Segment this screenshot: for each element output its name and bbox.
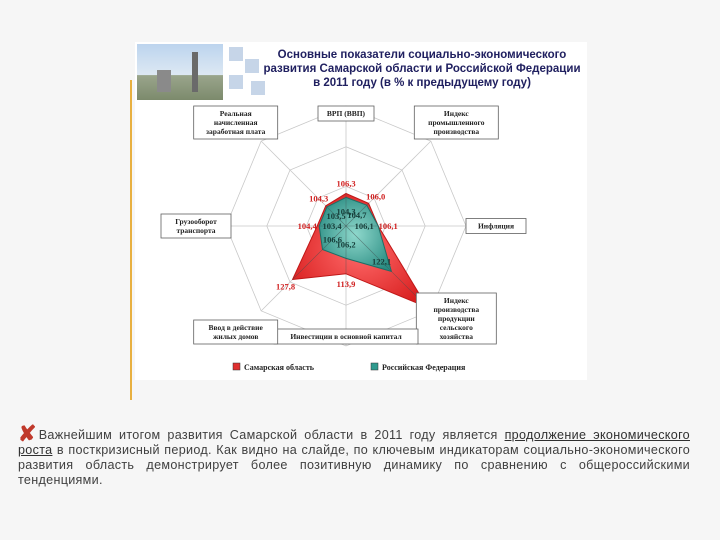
tower-shape [192,52,198,92]
value-label: 104,7 [347,210,367,221]
caption-text-start: Важнейшим итогом развития Самарской области в 2011 году является [38,428,505,442]
value-label: 106,0 [366,191,386,202]
samara-city-photo [137,44,223,100]
value-label: 104,4 [297,221,317,231]
value-label: 104,3 [336,206,356,217]
caption-text-end: в посткризисный период. Как видно на слайде, по ключевым индикаторам социально-экономического развития область демонстрирует более позитивную динамику по сравнению с общероссийскими тенденциями. [18,443,690,487]
value-label: 113,9 [336,278,356,289]
legend-swatch [371,363,378,370]
value-label: 106,1 [378,221,398,231]
deco-square [228,74,244,90]
category-label: Инфляция [477,221,515,231]
legend-label: Самарская область [244,363,314,372]
deco-square [228,46,244,62]
value-label: 104,3 [309,193,329,204]
category-label: сельского [439,323,473,332]
value-label: 103,4 [322,221,342,231]
slide-caption [18,421,690,488]
category-label: Грузооборот [175,217,217,226]
category-label: производства [433,305,480,314]
value-label: 106,3 [336,178,356,189]
category-label: Ввод в действие [208,323,263,332]
chart-title: Основные показатели социально-экономического развития Самарской области и Российской Федерации в 2011 году (в % к предыдущему году) [263,49,581,89]
category-label: Инвестиции в основной капитал [290,332,402,341]
legend-swatch [233,363,240,370]
value-label: 106,6 [322,234,342,245]
deco-square [244,58,260,74]
category-label: транспорта [176,226,216,235]
category-label: промышленного [428,118,485,127]
value-label: 103,5 [326,211,346,222]
category-label: Индекс [443,296,469,305]
legend-label: Российская Федерация [382,363,466,372]
value-label: 106,1 [354,221,374,231]
accent-line [130,80,132,400]
category-label: Реальная [219,109,252,118]
category-label: продукции [437,314,475,323]
category-label: заработная плата [206,127,266,136]
category-label: ВРП (ВВП) [326,109,366,118]
category-label: производства [433,127,480,136]
x-mark-icon: ✘ [18,421,37,446]
category-label: жилых домов [212,332,259,341]
caption-emphasis: продолжение экономического роста [18,428,690,457]
category-label: Индекс [443,109,469,118]
value-label: 106,2 [336,239,356,250]
radar-chart [135,104,587,380]
value-label: 127,8 [275,281,296,292]
legend [233,363,466,372]
value-label: 122,1 [371,256,392,267]
category-label: хозяйства [439,332,474,341]
category-label: начисленная [213,118,258,127]
building-shape [157,70,171,92]
